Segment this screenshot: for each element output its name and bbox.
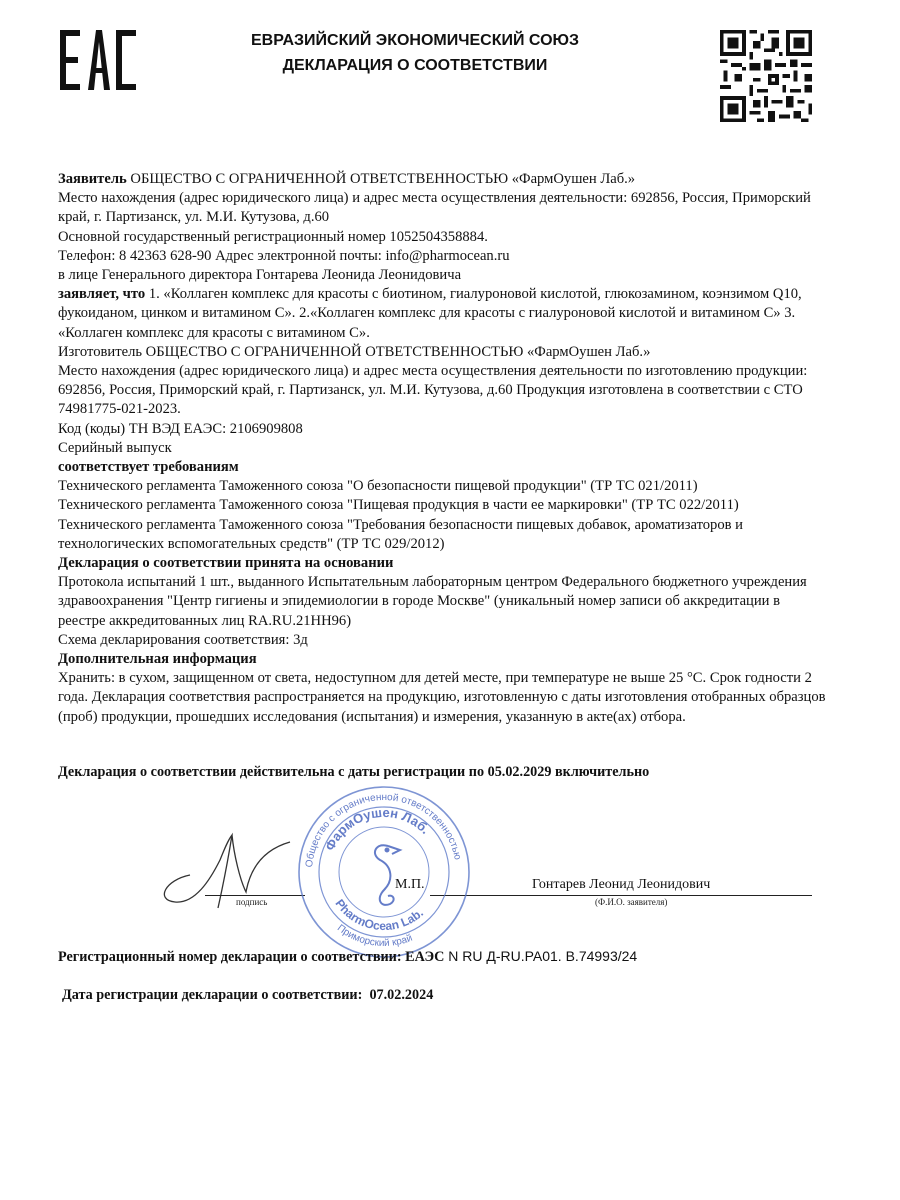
- seahorse-icon: [375, 845, 400, 905]
- additional-text: Хранить: в сухом, защищенном от света, недоступном для детей месте, при температуре не выше 25 °С. Срок годности 2 года. Декларация соответствия распространяется на продукцию, изготовленную с даты изготовления отобранных образцов (проб) продукции, прошедших исследования (испытания) и измерения, указанную в акте(ах) отбора.: [58, 670, 826, 725]
- series: Серийный выпуск: [58, 439, 172, 456]
- registration-number-label: Регистрационный номер декларации о соответствии: ЕАЭС: [58, 949, 445, 965]
- stamp-en-text: PharmOcean Lab.: [332, 896, 426, 934]
- applicant-name: ОБЩЕСТВО С ОГРАНИЧЕННОЙ ОТВЕТСТВЕННОСТЬЮ «ФармОушен Лаб.»: [126, 171, 636, 187]
- signer-name: Гонтарев Леонид Леонидович: [532, 877, 711, 892]
- basis-text: Протокола испытаний 1 шт., выданного Испытательным лабораторным центром Федерального бюджетного учреждения здравоохранения "Центр гигиены и эпидемиологии в городе Москве" (уникальный номер записи об аккредитации в реестре аккредитованных лиц RA.RU.21HH96): [58, 574, 807, 629]
- registration-number: [58, 948, 637, 966]
- svg-text:Общество с ограниченной ответс: [304, 792, 463, 868]
- represented-by: в лице Генерального директора Гонтарева Леонида Леонидовича: [58, 267, 462, 284]
- document-title: ДЕКЛАРАЦИЯ О СООТВЕТСТВИИ: [282, 57, 548, 74]
- applicant-address: Место нахождения (адрес юридического лица) и адрес места осуществления деятельности: 692856, Россия, Приморский край, г. Партизанск, ул. М.И. Кутузова, д.60: [58, 190, 811, 226]
- handwritten-signature: [150, 820, 300, 910]
- applicant-label: Заявитель: [58, 171, 127, 187]
- products: 1. «Коллаген комплекс для красоты с биотином, гиалуроновой кислотой, глюкозамином, коэнзимом Q10, фукоиданом, цинком и витамином С». 2.«Коллаген комплекс для красоты с гиалуроновой кислотой и витамином С» 3. «Коллаген комплекс для красоты с витамином С».: [58, 286, 802, 341]
- additional-label: Дополнительная информация: [58, 651, 257, 668]
- registration-date-label: Дата регистрации декларации о соответствии:: [62, 987, 370, 1003]
- union-title: ЕВРАЗИЙСКИЙ ЭКОНОМИЧЕСКИЙ СОЮЗ: [250, 32, 580, 49]
- stamp-top-text: Общество с ограниченной ответственностью: [304, 791, 463, 868]
- regulation-item: Технического регламента Таможенного союза "Пищевая продукция в части ее маркировки" (ТР ТС 022/2011): [58, 497, 739, 514]
- stamp-name-text: ФармОушен Лаб.: [321, 804, 434, 854]
- regulation-item: Технического регламента Таможенного союза "Требования безопасности пищевых добавок, ароматизаторов и технологических вспомогательных средств" (ТР ТС 029/2012): [58, 516, 743, 552]
- products-line: [58, 285, 828, 343]
- declares-label: заявляет, что: [58, 286, 146, 303]
- complies-label: соответствует требованиям: [58, 459, 239, 476]
- registration-date-value: 07.02.2024: [369, 987, 434, 1003]
- registration-date: [62, 987, 433, 1004]
- manufacturer: Изготовитель ОБЩЕСТВО С ОГРАНИЧЕННОЙ ОТВЕТСТВЕННОСТЬЮ «ФармОушен Лаб.»: [58, 343, 651, 360]
- eac-logo: [58, 28, 138, 92]
- validity-statement: Декларация о соответствии действительна с даты регистрации по 05.02.2029 включительно: [58, 764, 650, 780]
- ogrn: Основной государственный регистрационный номер 1052504358884.: [58, 228, 488, 245]
- registration-number-value: N RU Д-RU.PA01. B.74993/24: [444, 948, 638, 964]
- declaration-body: [58, 170, 828, 727]
- manufacturer-address: Место нахождения (адрес юридического лица) и адрес места осуществления деятельности по изготовлению продукции: 692856, Россия, Приморский край, г. Партизанск, ул. М.И. Кутузова, д.60 Продукция изготовлена в соответствии с СТО 74981775-021-2023.: [58, 363, 808, 418]
- basis-label: Декларация о соответствии принята на основании: [58, 555, 394, 572]
- regulation-item: Технического регламента Таможенного союза "О безопасности пищевой продукции" (ТР ТС 021/2011): [58, 478, 698, 495]
- company-stamp: [296, 784, 472, 960]
- stamp-region-text: Приморский край: [335, 922, 415, 950]
- signature-caption: подпись: [236, 897, 268, 907]
- tn-ved-code: Код (коды) ТН ВЭД ЕАЭС: 2106909808: [58, 420, 303, 437]
- seal-place-label: М.П.: [395, 877, 425, 892]
- contacts: Телефон: 8 42363 628-90 Адрес электронной почты: info@pharmocean.ru: [58, 247, 510, 264]
- applicant-line: [58, 170, 828, 189]
- qr-code-icon: [720, 30, 812, 122]
- signer-line: [430, 895, 812, 896]
- scheme: Схема декларирования соответствия: 3д: [58, 631, 308, 648]
- signer-caption: (Ф.И.О. заявителя): [595, 897, 668, 907]
- signature-line: [205, 895, 305, 896]
